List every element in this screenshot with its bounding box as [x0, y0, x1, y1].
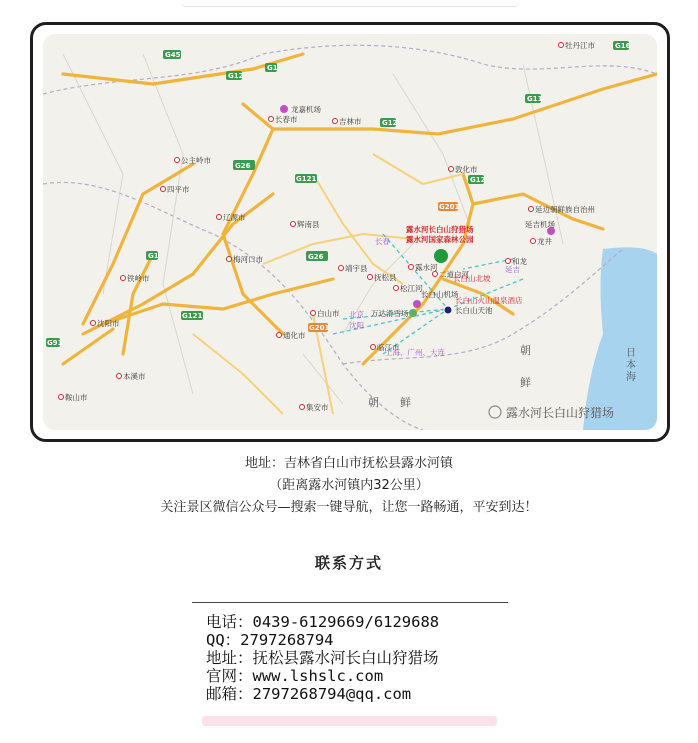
hunting-park-marker-icon [434, 249, 448, 263]
poi-hunting-park: 露水河长白山狩猎场 [406, 225, 474, 234]
city-label-jingyu: 靖宇县 [345, 264, 368, 273]
contact-title: 联系方式 [314, 554, 383, 572]
qq-line[interactable]: QQ：2797268794 [206, 631, 334, 649]
city-dot [91, 321, 96, 326]
bottom-decoration [202, 716, 497, 726]
city-dot [291, 222, 296, 227]
poi-forest-park: 露水河国家森林公园 [406, 235, 474, 244]
poi-wanda-ski: 万达滑雪场 [371, 309, 409, 318]
city-dot [311, 311, 316, 316]
city-label-yanbian: 延边朝鲜族自治州 [535, 205, 595, 214]
poi-longjia-airport: 龙嘉机场 [291, 105, 321, 114]
city-label-benxi: 本溪市 [123, 372, 146, 381]
route-shenyang: 沈阳 [349, 321, 364, 330]
city-label-tieling: 铁岭市 [127, 274, 150, 283]
svg-text:鲜: 鲜 [400, 396, 411, 409]
svg-text:G1212: G1212 [296, 175, 322, 183]
city-label-longjing: 龙井 [537, 237, 552, 246]
city-label-helong: 和龙 [512, 257, 527, 266]
city-dot [269, 117, 274, 122]
svg-text:G12: G12 [228, 72, 244, 80]
city-label-changchun: 长春市 [275, 115, 298, 124]
sea-label [626, 347, 636, 383]
svg-text:G16: G16 [615, 42, 631, 50]
route-others: 上海、广州、大连 [385, 348, 445, 357]
svg-text:G1: G1 [267, 64, 278, 72]
city-dot [277, 333, 282, 338]
wechat-note: 关注景区微信公众号—搜索一键导航，让您一路畅通，平安到达！ [160, 500, 538, 515]
svg-text:G12: G12 [470, 176, 486, 184]
city-dot [368, 275, 373, 280]
svg-text:G45: G45 [165, 51, 181, 59]
svg-text:日: 日 [626, 348, 636, 359]
city-label-erdaobaihe: 二道白河 [439, 270, 469, 279]
city-label-songjianghe: 松江河 [400, 284, 423, 293]
city-dot [531, 239, 536, 244]
svg-text:朝: 朝 [520, 344, 531, 357]
city-dot [339, 266, 344, 271]
map-canvas [43, 34, 657, 430]
email-link[interactable]: 邮箱：2797268794@qq.com [206, 685, 412, 703]
svg-text:G1212: G1212 [182, 312, 208, 320]
phone-line[interactable]: 电话：0439-6129669/6129688 [206, 613, 440, 631]
city-dot [217, 215, 222, 220]
city-label-gongzhuling: 公主岭市 [181, 156, 211, 165]
airport-icon [413, 300, 421, 308]
city-label-anshan: 鞍山市 [65, 393, 88, 402]
city-dot [433, 272, 438, 277]
svg-text:海: 海 [626, 372, 636, 383]
city-label-jilin: 吉林市 [339, 117, 362, 126]
poi-yanji-airport: 延吉机场 [525, 220, 555, 229]
city-label-huinan: 辉南县 [297, 220, 320, 229]
svg-text:G12: G12 [382, 119, 398, 127]
watermark [489, 405, 614, 420]
city-dot [559, 43, 564, 48]
city-label-linjiang: 临江市 [377, 343, 400, 352]
poi-tianchi: 长白山天池 [455, 306, 493, 315]
city-label-baishan: 白山市 [317, 309, 340, 318]
city-dot [300, 405, 305, 410]
city-label-tonghua: 通化市 [283, 331, 306, 340]
ski-icon [409, 309, 417, 317]
distance-note: （距离露水河镇内32公里） [269, 478, 429, 493]
city-dot [529, 207, 534, 212]
city-label-shenyang: 沈阳市 [97, 319, 120, 328]
city-label-mudanjiang: 牡丹江市 [565, 41, 595, 50]
city-dot [409, 265, 414, 270]
city-dot [117, 374, 122, 379]
route-map-frame [30, 22, 670, 442]
svg-text:G26: G26 [308, 253, 324, 261]
city-dot [227, 257, 232, 262]
city-dot [333, 119, 338, 124]
route-beijing: 北京 [349, 310, 364, 319]
route-yanji: 延吉 [505, 265, 520, 274]
city-label-meihekou: 梅河口市 [233, 255, 263, 264]
poi-cbs-hotel: 长白山火山温泉酒店 [455, 296, 523, 305]
city-dot [161, 187, 166, 192]
city-dot [394, 286, 399, 291]
city-dot [449, 167, 454, 172]
city-label-lushuihe: 露水河 [415, 263, 438, 272]
route-map[interactable] [43, 34, 657, 430]
city-label-jian: 集安市 [306, 403, 329, 412]
svg-text:露水河长白山狩猎场: 露水河长白山狩猎场 [506, 406, 615, 420]
svg-text:G26: G26 [235, 162, 251, 170]
city-label-fusong: 抚松县 [374, 273, 397, 282]
poi-cbs-north: 长白山北坡 [453, 274, 491, 283]
top-decoration [180, 0, 520, 7]
city-dot [371, 345, 376, 350]
city-dot [59, 395, 64, 400]
city-dot [121, 276, 126, 281]
svg-text:朝: 朝 [368, 396, 379, 409]
svg-text:G201: G201 [309, 324, 330, 332]
poi-cbs-airport: 长白山机场 [421, 290, 459, 299]
address-contact-line: 地址：抚松县露水河长白山狩猎场 [206, 649, 439, 667]
route-changchun: 长春 [375, 237, 390, 246]
city-dot [506, 259, 511, 264]
svg-text:G91: G91 [47, 339, 63, 347]
svg-text:G11: G11 [527, 95, 543, 103]
svg-text:鲜: 鲜 [520, 376, 531, 389]
divider [192, 602, 508, 603]
city-label-liaoyuan: 辽源市 [223, 213, 246, 222]
address-line: 地址：吉林省白山市抚松县露水河镇 [244, 456, 453, 471]
airport-icon [280, 105, 288, 113]
city-label-dunhua: 敦化市 [455, 165, 478, 174]
city-label-siping: 四平市 [167, 185, 190, 194]
svg-text:G1: G1 [148, 252, 159, 260]
website-link[interactable]: 官网：www.lshslc.com [206, 667, 384, 685]
city-dot [175, 158, 180, 163]
tianchi-icon [444, 306, 452, 314]
svg-text:G201: G201 [439, 203, 460, 211]
svg-text:本: 本 [626, 360, 636, 371]
